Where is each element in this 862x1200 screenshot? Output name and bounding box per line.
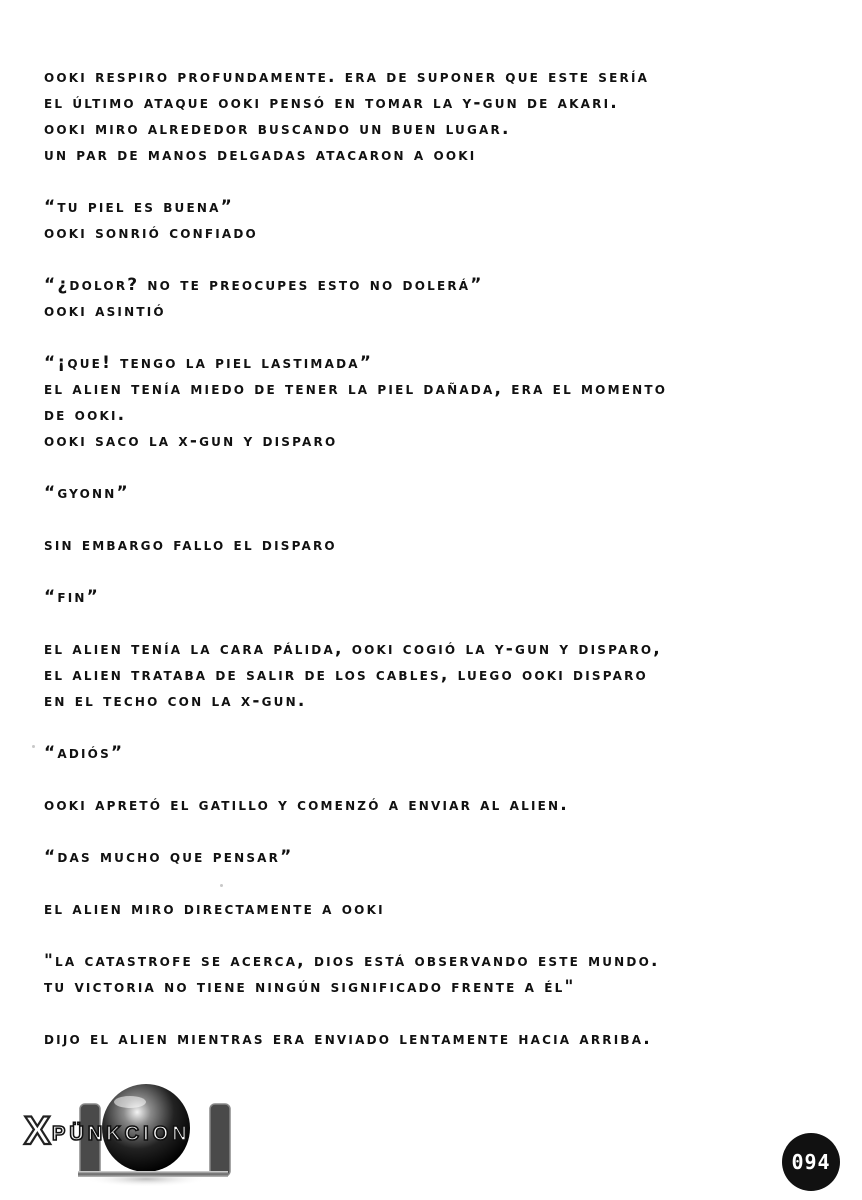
text-line: sin embargo fallo el disparo	[44, 535, 337, 555]
paragraph-gap	[44, 818, 824, 844]
text-line: "la catastrofe se acerca, dios está observando este mundo.	[44, 951, 660, 971]
page-number-badge: 094	[782, 1133, 840, 1191]
paragraph-gap	[44, 168, 824, 194]
paragraph-gap	[44, 1000, 824, 1026]
logo-x-letter: X	[24, 1109, 51, 1153]
text-line: “tu piel es buena”	[44, 197, 234, 217]
text-line: un par de manos delgadas atacaron a ooki	[44, 145, 477, 165]
text-line: ooki asintió	[44, 301, 166, 321]
paragraph-gap	[44, 610, 824, 636]
paragraph-gap	[44, 324, 824, 350]
paragraph-gap	[44, 870, 824, 896]
text-line: “das mucho que pensar”	[44, 847, 294, 867]
text-line: ooki respiro profundamente. era de suponer que este sería	[44, 67, 650, 87]
text-line: de ooki.	[44, 405, 127, 425]
text-line: “¡que! tengo la piel lastimada”	[44, 353, 374, 373]
print-speck	[32, 745, 35, 748]
text-line: ooki apretó el gatillo y comenzó a enviar al alien.	[44, 795, 569, 815]
text-line: el alien tenía miedo de tener la piel dañada, era el momento	[44, 379, 668, 399]
text-line: tu victoria no tiene ningún significado frente a él"	[44, 977, 576, 997]
text-line: “adiós”	[44, 743, 125, 763]
text-line: ooki sonrió confiado	[44, 223, 258, 243]
print-speck	[220, 884, 223, 887]
text-line: el alien miro directamente a ooki	[44, 899, 385, 919]
text-line: “gyonn”	[44, 483, 130, 503]
story-text	[44, 64, 824, 1052]
text-line: en el techo con la x-gun.	[44, 691, 307, 711]
text-line: “fin”	[44, 587, 101, 607]
text-line: dijo el alien mientras era enviado lentamente hacia arriba.	[44, 1029, 652, 1049]
text-line: “¿dolor? no te preocupes esto no dolerá”	[44, 275, 484, 295]
paragraph-gap	[44, 558, 824, 584]
text-line: el último ataque ooki pensó en tomar la y-gun de akari.	[44, 93, 619, 113]
text-line: ooki miro alrededor buscando un buen lugar.	[44, 119, 511, 139]
text-line: ooki saco la x-gun y disparo	[44, 431, 338, 451]
text-line: el alien trataba de salir de los cables, luego ooki disparo	[44, 665, 648, 685]
logo-wordmark: PÜNKCION	[52, 1123, 191, 1145]
xpunkcion-logo	[22, 1078, 292, 1188]
paragraph-gap	[44, 922, 824, 948]
paragraph-gap	[44, 454, 824, 480]
paragraph-gap	[44, 506, 824, 532]
paragraph-gap	[44, 246, 824, 272]
paragraph-gap	[44, 714, 824, 740]
text-line: el alien tenía la cara pálida, ooki cogió la y-gun y disparo,	[44, 639, 662, 659]
paragraph-gap	[44, 766, 824, 792]
